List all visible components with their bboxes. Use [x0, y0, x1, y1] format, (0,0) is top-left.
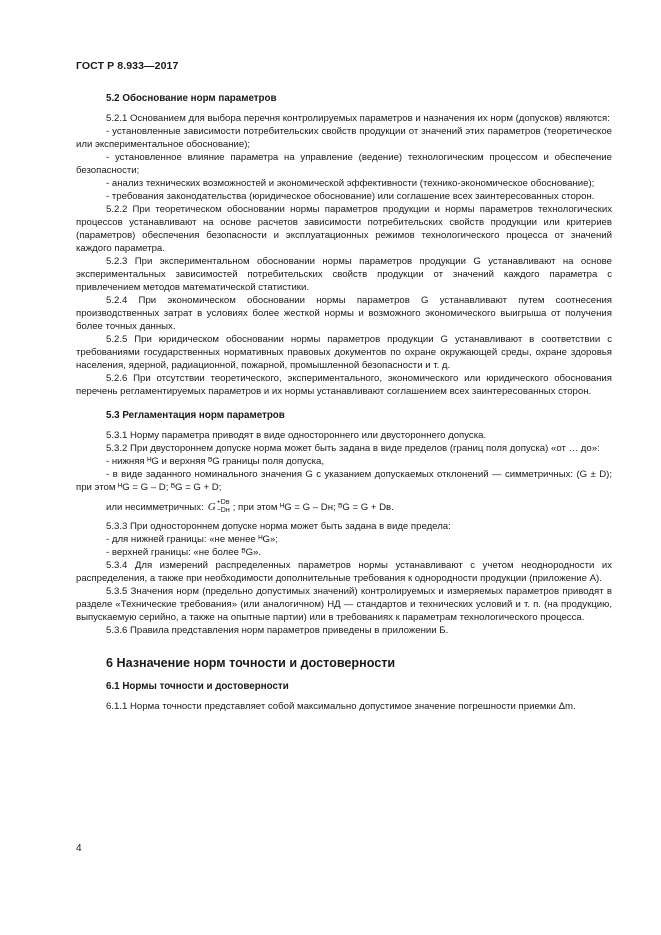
- paragraph-5-3-1: 5.3.1 Норму параметра приводят в виде одностороннего или двустороннего допуска.: [106, 430, 487, 441]
- asymmetric-tolerance-formula: [106, 496, 612, 518]
- formula-expression: [208, 499, 230, 515]
- list-item-5-2-1-d: - требования законодательства (юридическое обоснование) или соглашение всех заинтересованных сторон.: [106, 191, 595, 202]
- list-item-5-2-1-a: - установленные зависимости потребительских свойств продукции от значений этих параметров (теоретическое или экспериментальное обоснование);: [76, 126, 612, 150]
- paragraph-5-2-4: 5.2.4 При экономическом обосновании нормы параметров G устанавливают путем соотнесения производственных затрат в условиях более жесткой нормы и возможного экономического выигрыша от получения более точных данных.: [76, 295, 612, 332]
- formula-limits: [217, 499, 230, 515]
- formula-tail-text: ; при этом ᴴG = G – Dн; ᴮG = G + Dв.: [232, 501, 394, 513]
- paragraph-5-2-6: 5.2.6 При отсутствии теоретического, экспериментального, экономического или юридического обоснования перечень регламентируемых параметров и их нормы устанавливают соглашением всех заинтересованных сторон.: [76, 373, 612, 397]
- paragraph-5-3-3: 5.3.3 При одностороннем допуске норма может быть задана в виде предела:: [106, 521, 451, 532]
- list-item-5-3-2-b: - в виде заданного номинального значения G с указанием допускаемых отклонений — симметричных: (G ± D); при этом ᴴG = G – D; ᴮG = G + D;: [76, 469, 612, 493]
- paragraph-6-1-1: 6.1.1 Норма точности представляет собой максимально допустимое значение погрешности приемки Δm.: [106, 701, 576, 712]
- formula-lead-text: или несимметричных:: [106, 501, 204, 513]
- paragraph-5-2-2: 5.2.2 При теоретическом обосновании нормы параметров продукции и нормы параметров технологических процессов устанавливают на основе расчетов зависимости потребительских свойств продукции или критериев (параметров) обеспечения безопасности и эксплуатационных режимов технологического процесса от значений каждого параметра.: [76, 204, 612, 254]
- list-item-5-2-1-b: - установленное влияние параметра на управление (ведение) технологическим процессом и обеспечение безопасности;: [76, 152, 612, 176]
- paragraph-5-2-3: 5.2.3 При экспериментальном обосновании нормы параметров продукции G устанавливают на основе экспериментальных зависимостей потребительских свойств продукции от значений каждого параметра с привлечением методов математической статистики.: [76, 256, 612, 293]
- formula-lower-limit: −Dн: [216, 507, 230, 514]
- list-item-5-3-3-b: - верхней границы: «не более ᴮG».: [106, 547, 262, 558]
- paragraph-5-3-4: 5.3.4 Для измерений распределенных параметров нормы устанавливают с учетом неоднородности их распределения, а также при необходимости дополнительные требования к однородности продукции (приложение А).: [76, 560, 612, 584]
- page-number: 4: [76, 843, 82, 854]
- paragraph-5-2-1: 5.2.1 Основанием для выбора перечня контролируемых параметров и назначения их норм (допусков) являются:: [106, 113, 610, 124]
- heading-6: 6 Назначение норм точности и достоверности: [106, 656, 396, 670]
- list-item-5-3-2-a: - нижняя ᴴG и верхняя ᴮG границы поля допуска,: [106, 456, 325, 467]
- formula-base: G: [207, 500, 216, 513]
- paragraph-5-2-5: 5.2.5 При юридическом обосновании нормы параметров продукции G устанавливают в соответствии с требованиями государственных нормативных правовых документов по охране окружающей среды, охране здоровья населения, ядерной, радиационной, пожарной, промышленной безопасности и т. д.: [76, 334, 612, 371]
- list-item-5-3-3-a: - для нижней границы: «не менее ᴴG»;: [106, 534, 278, 545]
- paragraph-5-3-5: 5.3.5 Значения норм (предельно допустимых значений) контролируемых и измеряемых параметров приводят в разделе «Технические требования» (или аналогичном) НД — стандартов и технических условий и т. п. (на продукцию, выпускаемую серийно, а также на опытные партии) или в требованиях к параметрам технологического процесса.: [76, 586, 612, 623]
- formula-upper-limit: +Dв: [216, 499, 230, 506]
- heading-5-3: 5.3 Регламентация норм параметров: [106, 410, 285, 421]
- heading-5-2: 5.2 Обоснование норм параметров: [106, 93, 277, 104]
- paragraph-5-3-6: 5.3.6 Правила представления норм параметров приведены в приложении Б.: [106, 625, 449, 636]
- heading-6-1: 6.1 Нормы точности и достоверности: [106, 681, 289, 692]
- list-item-5-2-1-c: - анализ технических возможностей и экономической эффективности (технико-экономическое обоснование);: [106, 178, 595, 189]
- paragraph-5-3-2: 5.3.2 При двустороннем допуске норма может быть задана в виде пределов (границ поля допуска) «от … до»:: [106, 443, 600, 454]
- document-code: ГОСТ Р 8.933—2017: [76, 60, 179, 72]
- document-body: [76, 92, 612, 713]
